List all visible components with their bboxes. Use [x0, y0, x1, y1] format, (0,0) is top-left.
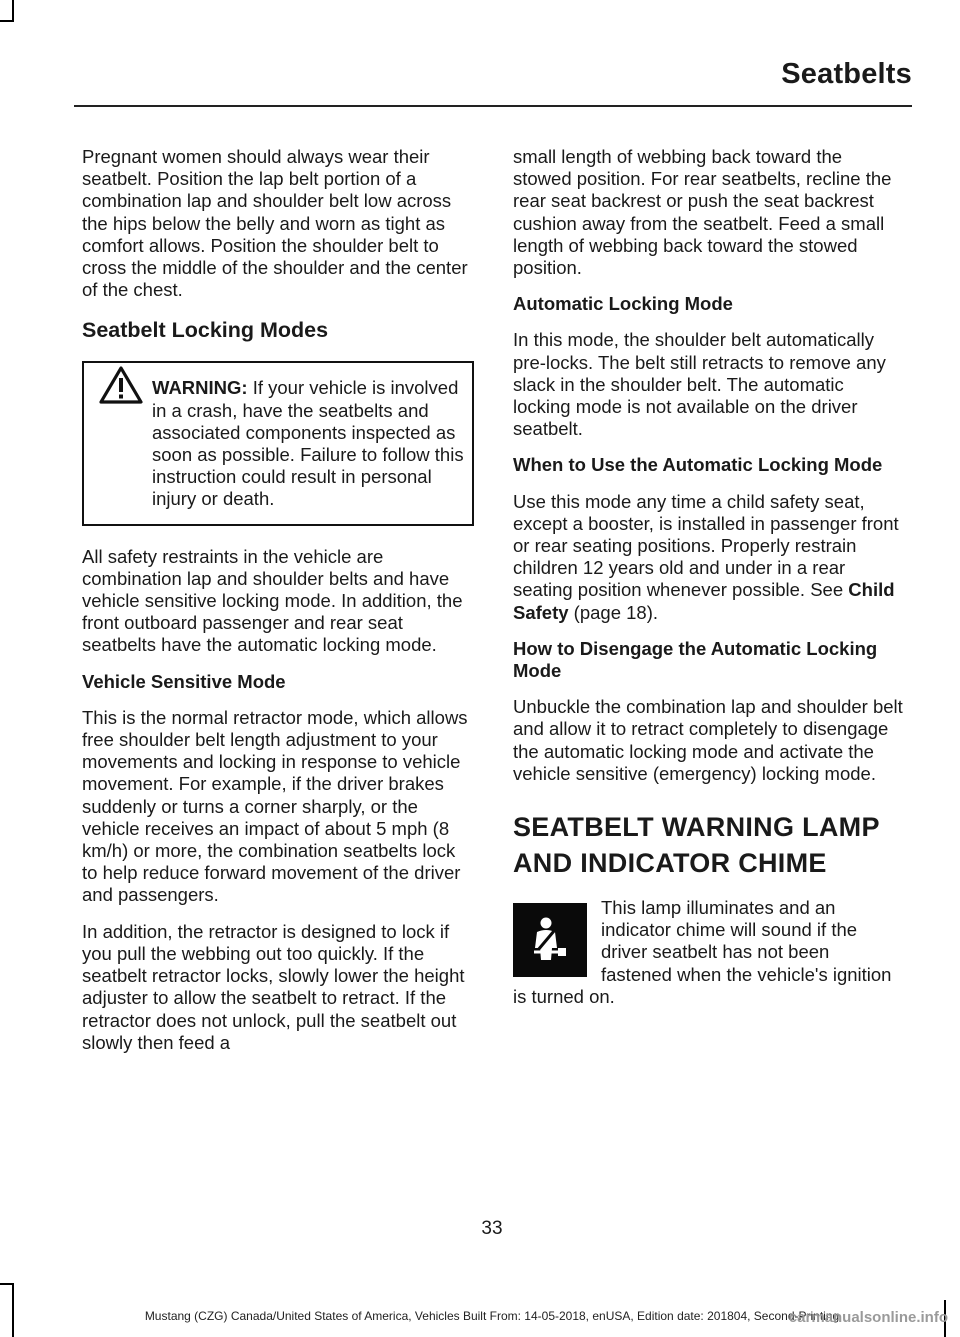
warning-lamp-text: This lamp illuminates and an indicator chime will sound if the driver seatbelt has not been fastened when the vehicle's ignition is turned on. — [513, 897, 892, 1007]
warning-lamp-heading-line1: SEATBELT WARNING LAMP — [513, 812, 880, 843]
page-header-title: Seatbelts — [781, 58, 912, 90]
header-divider — [74, 105, 912, 107]
warning-label: WARNING: — [152, 377, 248, 399]
crop-mark-bottom-left-h — [0, 1283, 14, 1285]
disengage-heading: How to Disengage the Automatic Locking Mode — [513, 637, 878, 682]
when-to-use-text: Use this mode any time a child safety seat, except a booster, is installed in passenger front or rear seating positions. Properly restrain children 12 years old and under in a rear seating position whenever possible. See — [513, 490, 899, 601]
warning-triangle-icon — [98, 365, 144, 405]
warning-body: If your vehicle is involved in a crash, have the seatbelts and associated components inspected as soon as possible. Failure to follow this instruction could result in personal injury or death. — [152, 377, 464, 510]
vehicle-sensitive-mode-heading: Vehicle Sensitive Mode — [82, 670, 286, 692]
right-column — [513, 146, 905, 1008]
left-column — [82, 146, 474, 1068]
warning-text — [92, 377, 464, 510]
page-number: 33 — [481, 1218, 503, 1239]
pregnancy-paragraph: Pregnant women should always wear their seatbelt. Position the lap belt portion of a combination lap and shoulder belt low across the hips below the belly and worn as tight as comfort allows. Position the shoulder belt to cross the middle of the shoulder and the center of the chest. — [82, 146, 468, 301]
watermark: carmanualsonline.info — [788, 1309, 948, 1326]
webbing-continuation-paragraph: small length of webbing back toward the stowed position. For rear seatbelts, recline the rear seat backrest or push the seat backrest cushion away from the seatbelt. Feed a small length of webbing back toward the stowed position. — [513, 146, 892, 279]
retractor-paragraph: In addition, the retractor is designed to lock if you pull the webbing out too quickly. If the seatbelt retractor locks, slowly lower the height adjuster to allow the seatbelt to retract. If the retractor does not unlock, pull the seatbelt out slowly then feed a — [82, 920, 465, 1053]
crop-mark-left — [0, 20, 14, 22]
vehicle-sensitive-mode-paragraph: This is the normal retractor mode, which allows free shoulder belt length adjustment to your movements and locking in response to vehicle movement. For example, if the driver brakes suddenly or turns a corner sharply, or the vehicle receives an impact of about 5 mph (8 km/h) or more, the combination seatbelts lock to help reduce forward movement of the driver and passengers. — [82, 706, 468, 906]
page-reference: (page 18). — [568, 601, 659, 623]
disengage-paragraph: Unbuckle the combination lap and shoulder belt and allow it to retract completely to disengage the automatic locking mode and activate the vehicle sensitive (emergency) locking mode. — [513, 696, 903, 784]
warning-lamp-paragraph — [513, 897, 905, 1008]
warning-lamp-heading — [513, 809, 905, 881]
seatbelt-figure-icon — [524, 914, 576, 966]
automatic-locking-mode-paragraph: In this mode, the shoulder belt automatically pre-locks. The belt still retracts to remove any slack in the shoulder belt. The automatic locking mode is not available on the driver seatbelt. — [513, 329, 886, 440]
when-to-use-paragraph — [513, 491, 905, 624]
crop-mark-top-left — [12, 0, 14, 20]
warning-box — [82, 361, 474, 525]
when-to-use-heading: When to Use the Automatic Locking Mode — [513, 454, 883, 476]
seatbelt-warning-lamp-icon — [513, 903, 587, 977]
locking-modes-heading: Seatbelt Locking Modes — [82, 318, 329, 343]
automatic-locking-mode-heading: Automatic Locking Mode — [513, 293, 733, 315]
footer-edition-text: Mustang (CZG) Canada/United States of America, Vehicles Built From: 14-05-2018, enUSA, Edition date: 201804, Second-Printing — [144, 1309, 840, 1323]
restraints-paragraph: All safety restraints in the vehicle are combination lap and shoulder belts and have vehicle sensitive locking mode. In addition, the front outboard passenger and rear seat seatbelts have the automatic locking mode. — [82, 545, 463, 656]
warning-lamp-heading-line2: AND INDICATOR CHIME — [513, 848, 827, 879]
child-safety-link[interactable]: Child Safety — [513, 579, 895, 623]
